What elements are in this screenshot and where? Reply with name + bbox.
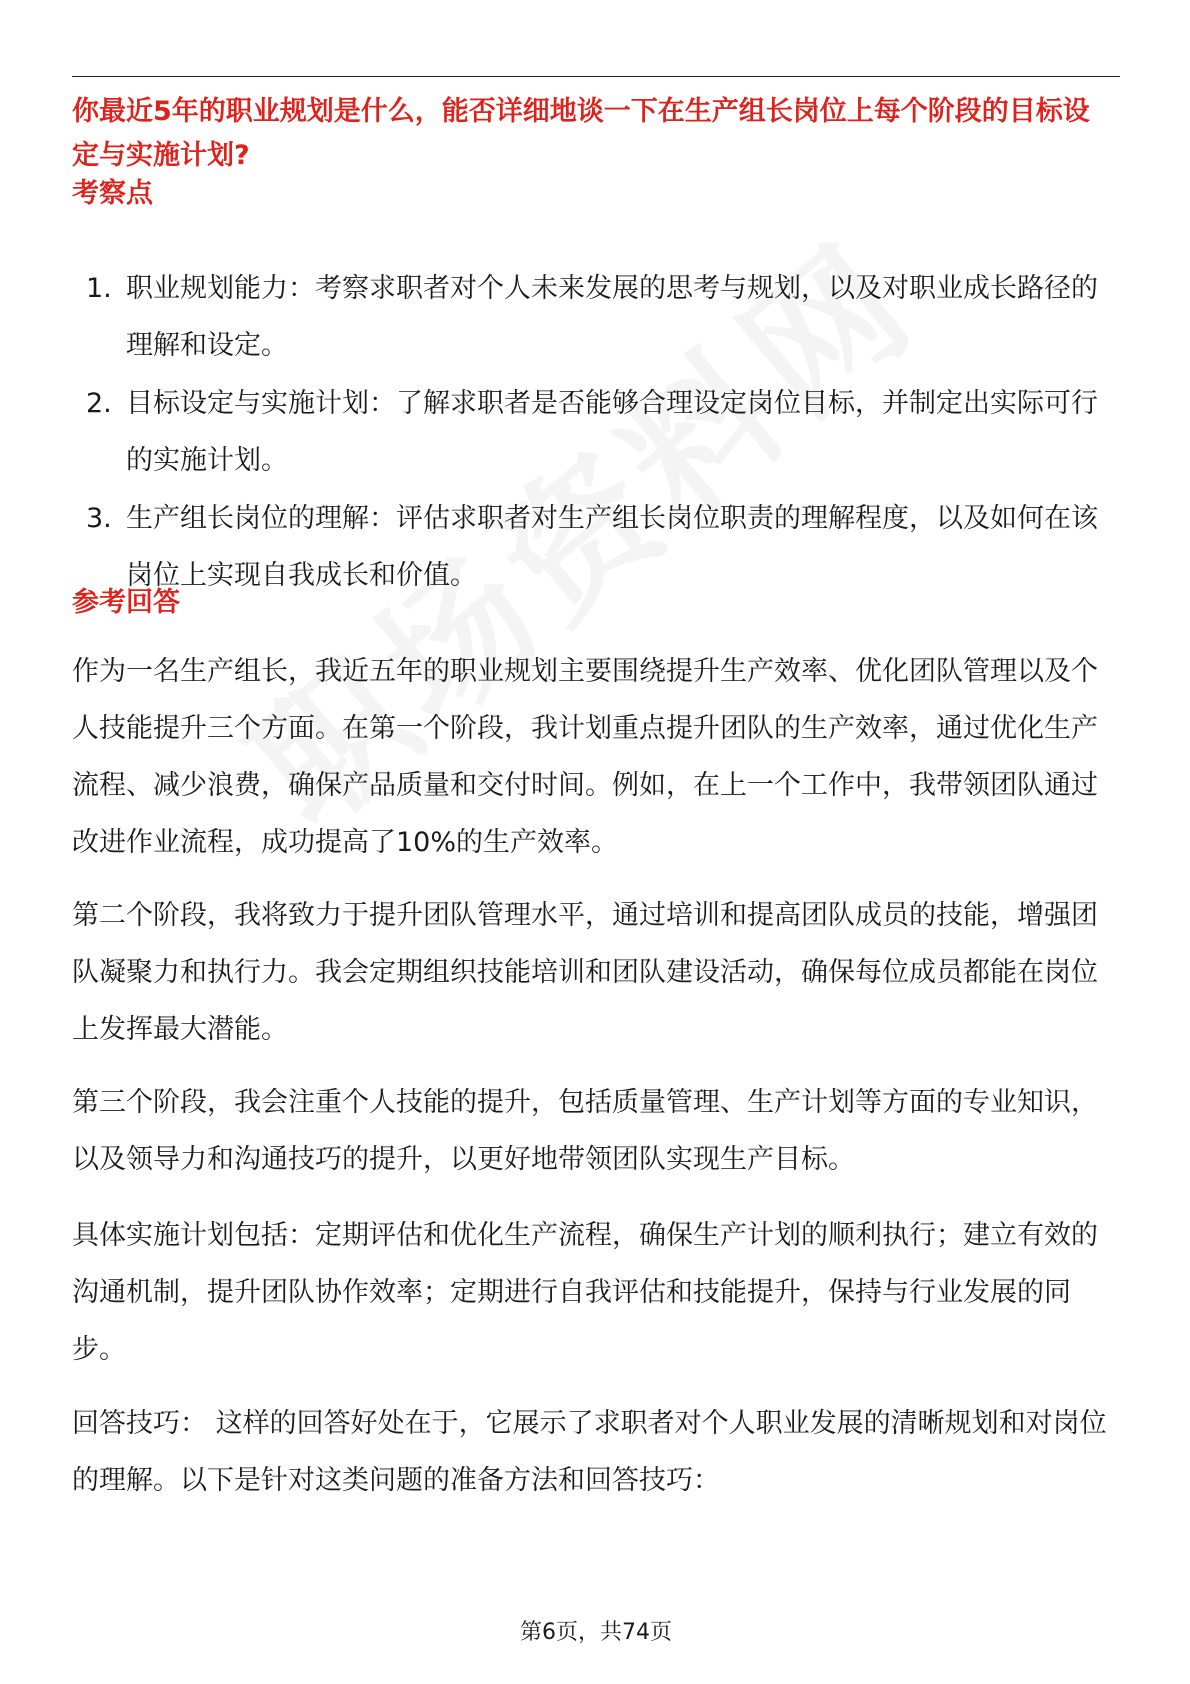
- list-item: [86, 375, 1120, 489]
- answer-paragraph: 作为一名生产组长，我近五年的职业规划主要围绕提升生产效率、优化团队管理以及个人技能提升三个方面。在第一个阶段，我计划重点提升团队的生产效率，通过优化生产流程、减少浪费，确保产品质量和交付时间。例如，在上一个工作中，我带领团队通过改进作业流程，成功提高了10%的生产效率。: [72, 656, 1098, 858]
- list-item-number: 2.: [86, 388, 112, 419]
- exam-points-list: [86, 260, 1120, 605]
- answer-tips-paragraph: 回答技巧： 这样的回答好处在于，它展示了求职者对个人职业发展的清晰规划和对岗位的理解。以下是针对这类问题的准备方法和回答技巧：: [72, 1408, 1107, 1496]
- top-divider: [72, 76, 1120, 77]
- list-item-text: 生产组长岗位的理解：评估求职者对生产组长岗位职责的理解程度，以及如何在该岗位上实现自我成长和价值。: [126, 503, 1098, 591]
- list-item-number: 1.: [86, 273, 112, 304]
- list-item-text: 职业规划能力：考察求职者对个人未来发展的思考与规划，以及对职业成长路径的理解和设定。: [126, 273, 1098, 361]
- list-item: [86, 260, 1120, 374]
- answer-paragraph: 具体实施计划包括：定期评估和优化生产流程，确保生产计划的顺利执行；建立有效的沟通机制，提升团队协作效率；定期进行自我评估和技能提升，保持与行业发展的同步。: [72, 1220, 1098, 1365]
- list-item: [86, 490, 1120, 604]
- answer-paragraph: 第三个阶段，我会注重个人技能的提升，包括质量管理、生产计划等方面的专业知识，以及领导力和沟通技巧的提升，以更好地带领团队实现生产目标。: [72, 1087, 1098, 1175]
- list-item-text: 目标设定与实施计划：了解求职者是否能够合理设定岗位目标，并制定出实际可行的实施计划。: [126, 388, 1098, 476]
- page-number: 第6页，共74页: [520, 1620, 672, 1645]
- list-item-number: 3.: [86, 503, 112, 534]
- exam-points-title: 考察点: [72, 178, 153, 209]
- question-heading: 你最近5年的职业规划是什么，能否详细地谈一下在生产组长岗位上每个阶段的目标设定与实施计划?: [72, 96, 1090, 171]
- answer-paragraph: 第二个阶段，我将致力于提升团队管理水平，通过培训和提高团队成员的技能，增强团队凝聚力和执行力。我会定期组织技能培训和团队建设活动，确保每位成员都能在岗位上发挥最大潜能。: [72, 900, 1098, 1045]
- document-page: [72, 0, 1120, 1684]
- reference-answer-title: 参考回答: [72, 587, 180, 618]
